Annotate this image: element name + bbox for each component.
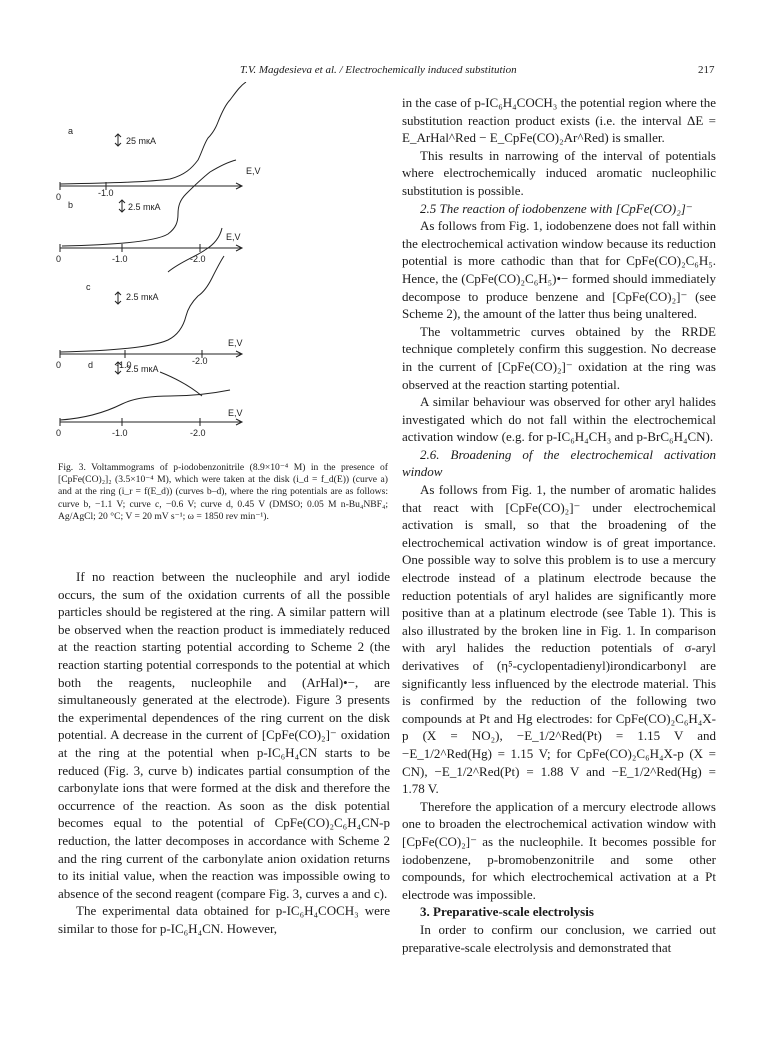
panel-b-curve xyxy=(62,160,236,272)
paragraph: As follows from Fig. 1, iodobenzene does not fall within the electrochemical activation window because its reduction potential is more cathodic than that for CpFe(CO)₂C₆H₅. Hence, the (CpFe(CO)₂C₆H₅)•− formed should immediately decompose to produce benzene and [CpFe(CO)₂]⁻ (see Scheme 2), the amount of the latter thus being unaltered. xyxy=(402,218,716,322)
panel-c-curve xyxy=(60,256,224,352)
panel-a-axis-label: E,V xyxy=(246,166,261,176)
panel-c-axis-label: E,V xyxy=(228,338,243,348)
section-heading-2-5: 2.5 The reaction of iodobenzene with [CpFe(CO)₂]⁻ xyxy=(420,200,693,216)
paragraph: If no reaction between the nucleophile and aryl iodide occurs, the sum of the oxidation currents of all the possible particles should be registered at the ring. A similar pattern will be observed when the reaction product is immediately reduced at the reaction starting potential according to Scheme 2 (the reaction starting potential corresponds to the potential at which both the reagents, nucleophile and (ArHal)•−, are simultaneously generated at the electrode). Figure 3 presents the experimental dependences of the ring current on the disk potential. A decrease in the current of [CpFe(CO)₂]⁻ oxidation at the ring at the potential when p-IC₆H₄CN starts to be reduced (Fig. 3, curve b) indicates partial consumption of the carbonylate ions that were formed at the disk and therefore the occurrence of the reaction. As soon as the disk potential becomes equal to the potential of CpFe(CO)₂C₆H₄CN-p reduction, the latter decomposes in accordance with Scheme 2 and the ring current of the carbonylate anion oxidation returns to its initial value, when the reaction was impossible owing to absence of the second reagent (compare Fig. 3, curves a and c). xyxy=(58,569,390,901)
paragraph: A similar behaviour was observed for other aryl halides investigated which do not fall within the electrochemical activation window (e.g. for p-IC₆H₄CH₃ and p-BrC₆H₄CN). xyxy=(402,394,716,445)
panel-c-tick: -2.0 xyxy=(192,356,208,366)
panel-a-tick: -1.0 xyxy=(98,188,114,198)
section-heading-2-6: 2.6. Broadening of the electrochemical activation window xyxy=(402,446,716,480)
left-column xyxy=(58,568,390,937)
page-number: 217 xyxy=(698,64,715,76)
panel-c-tick: 0 xyxy=(56,360,62,370)
panel-c-scale: 2.5 mкA xyxy=(126,292,159,302)
panel-a-letter: a xyxy=(68,126,74,136)
panel-d-tick: -2.0 xyxy=(190,428,206,438)
figure-3-voltammograms xyxy=(50,82,300,454)
paragraph: This results in narrowing of the interval of potentials where electrochemically induced aromatic nucleophilic substitution is possible. xyxy=(402,147,716,198)
panel-d-scale: 2.5 mкA xyxy=(126,364,159,374)
panel-d-letter: d xyxy=(88,360,94,370)
panel-c-tick: -1.0 xyxy=(116,360,132,370)
right-column xyxy=(402,94,716,956)
paragraph: in the case of p-IC₆H₄COCH₃ the potential region where the substitution reaction product exists (i.e. the interval ΔE = E_ArHal^Red − E_CpFe(CO)₂Ar^Red) is smaller. xyxy=(402,95,716,146)
panel-b-tick: -2.0 xyxy=(190,254,206,264)
section-heading-3: 3. Preparative-scale electrolysis xyxy=(420,904,594,920)
paragraph: The experimental data obtained for p-IC₆H₄COCH₃ were similar to those for p-IC₆H₄CN. However, xyxy=(58,903,390,936)
paragraph: In order to confirm our conclusion, we carried out preparative-scale electrolysis and demonstrated that xyxy=(402,921,716,955)
paragraph: The voltammetric curves obtained by the RRDE technique completely confirm this suggestion. No decrease in the current of [CpFe(CO)₂]⁻ oxidation at the ring was observed at the reaction starting potential. xyxy=(402,323,716,392)
running-header xyxy=(0,62,768,82)
figure-caption: Fig. 3. Voltammograms of p-iodobenzonitrile (8.9×10⁻⁴ M) in the presence of [CpFe(CO)₂]₂ (3.5×10⁻⁴ M), which were taken at the disk (i_d = f_d(E)) (curve a) and at the ring (i_r = f(E_d)) (curves b–d), where the ring potentials are as follows: curve b, −1.1 V; curve c, −0.6 V; curve d, 0.45 V (DMSO; 0.05 M n-Bu₄NBF₄; Ag/AgCl; 20 °C; V = 20 mV s⁻¹; ω = 1850 rev min⁻¹). xyxy=(58,462,388,522)
panel-d-tick: 0 xyxy=(56,428,62,438)
panel-a-scale: 25 mкA xyxy=(126,136,156,146)
panel-b-axis-label: E,V xyxy=(226,232,241,242)
panel-d-curve xyxy=(60,372,230,420)
panel-b-tick: -1.0 xyxy=(112,254,128,264)
paragraph: As follows from Fig. 1, the number of aromatic halides that react with [CpFe(CO)₂]⁻ under electrochemical activation is small, so that the broadening of the electrochemical activation window is of great importance. One possible way to solve this problem is to use a mercury electrode instead of a platinum electrode because the reduction potentials of aryl halides are significantly more positive than at a platinum electrode (see Table 1). This is also illustrated by the broken line in Fig. 1. In comparison with aryl halides the reduction potentials of σ-aryl derivatives of (η⁵-cyclopentadienyl)irondicarbonyl are significantly less influenced by the electrode material. This is confirmed by the reduction of the following two compounds at Pt and Hg electrodes: for CpFe(CO)₂C₆H₄X-p (X = NO₂), −E_1/2^Red(Pt) = 1.15 V and −E_1/2^Red(Hg) = 1.15 V; for CpFe(CO)₂C₆H₄X-p (X = CN), −E_1/2^Red(Pt) = 1.88 V and −E_1/2^Red(Hg) = 1.78 V. xyxy=(402,482,716,797)
paragraph: Therefore the application of a mercury electrode allows one to broaden the electrochemical activation window with [CpFe(CO)₂]⁻ as the nucleophile. It becomes possible for iodobenzene, p-bromobenzonitrile and some other compounds, for which electrochemical activation at a Pt electrode was impossible. xyxy=(402,798,716,902)
panel-b-letter: b xyxy=(68,200,74,210)
panel-d-tick: -1.0 xyxy=(112,428,128,438)
panel-a-curve xyxy=(60,82,246,184)
panel-c-letter: c xyxy=(86,282,91,292)
panel-a-tick: 0 xyxy=(56,192,62,202)
voltammogram-plot xyxy=(50,82,300,454)
panel-d-axis-label: E,V xyxy=(228,408,243,418)
panel-b-scale: 2.5 mкA xyxy=(128,202,161,212)
running-head: T.V. Magdesieva et al. / Electrochemically induced substitution xyxy=(240,64,517,76)
panel-b-tick: 0 xyxy=(56,254,62,264)
